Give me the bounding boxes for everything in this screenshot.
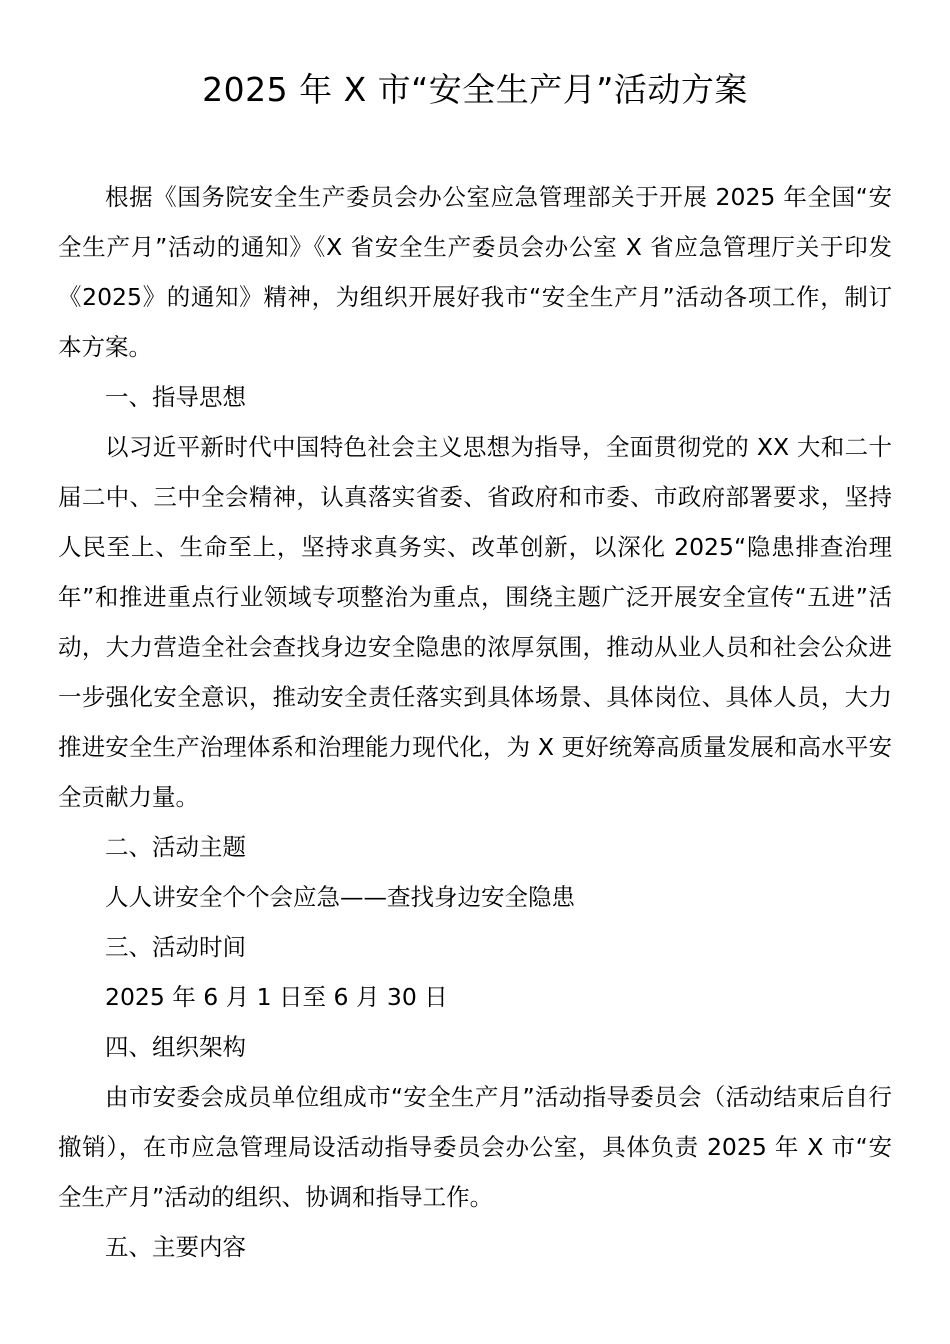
intro-paragraph: 根据《国务院安全生产委员会办公室应急管理部关于开展 2025 年全国“安全生产月”活动的通知》《X 省安全生产委员会办公室 X 省应急管理厅关于印发《2025》的通知》精神，为组织开展好我市“安全生产月”活动各项工作，制订本方案。 [58, 183, 892, 361]
document-title: 2025 年 X 市“安全生产月”活动方案 [202, 70, 748, 109]
section-heading-main-content: 五、主要内容 [105, 1233, 246, 1261]
section-heading-organization: 四、组织架构 [105, 1033, 246, 1061]
document-body [58, 172, 892, 1272]
section-body-organization: 由市安委会成员单位组成市“安全生产月”活动指导委员会（活动结束后自行撤销），在市应急管理局设活动指导委员会办公室，具体负责 2025 年 X 市“安全生产月”活动的组织、协调和指导工作。 [58, 1083, 892, 1211]
section-body-activity-theme: 人人讲安全个个会应急——查找身边安全隐患 [105, 883, 575, 911]
section-heading-activity-theme: 二、活动主题 [105, 833, 246, 861]
section-heading-guiding-ideology: 一、指导思想 [105, 383, 246, 411]
section-heading-activity-time: 三、活动时间 [105, 933, 246, 961]
section-body-guiding-ideology: 以习近平新时代中国特色社会主义思想为指导，全面贯彻党的 XX 大和二十届二中、三中全会精神，认真落实省委、省政府和市委、市政府部署要求，坚持人民至上、生命至上，坚持求真务实、改革创新，以深化 2025“隐患排查治理年”和推进重点行业领域专项整治为重点，围绕主题广泛开展安全宣传“五进”活动，大力营造全社会查找身边安全隐患的浓厚氛围，推动从业人员和社会公众进一步强化安全意识，推动安全责任落实到具体场景、具体岗位、具体人员，大力推进安全生产治理体系和治理能力现代化，为 X 更好统筹高质量发展和高水平安全贡献力量。 [58, 433, 892, 811]
section-body-activity-time: 2025 年 6 月 1 日至 6 月 30 日 [105, 983, 448, 1011]
